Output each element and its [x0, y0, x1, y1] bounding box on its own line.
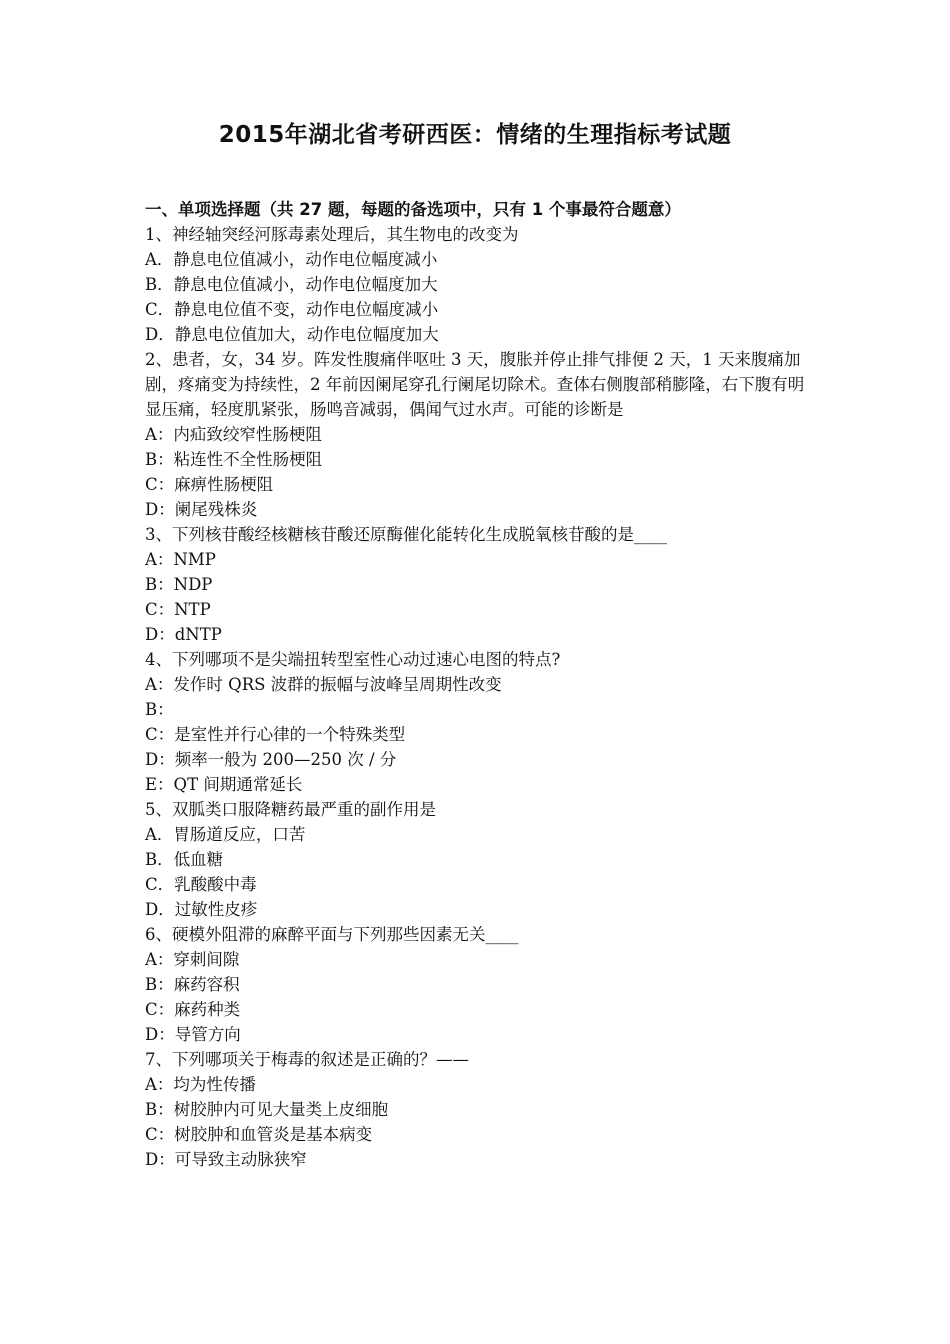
- option-a: A：穿刺间隙: [145, 950, 240, 969]
- option-c: C：NTP: [145, 600, 211, 619]
- option-a: A．胃肠道反应，口苦: [145, 825, 306, 844]
- question-4: [145, 647, 817, 797]
- option-b: B：: [145, 700, 174, 719]
- option-d: D：阑尾残株炎: [145, 500, 258, 519]
- option-d: D．静息电位值加大，动作电位幅度加大: [145, 325, 439, 344]
- option-d: D．过敏性皮疹: [145, 900, 258, 919]
- option-b: B．低血糖: [145, 850, 224, 869]
- question-stem: 3、下列核苷酸经核糖核苷酸还原酶催化能转化生成脱氧核苷酸的是____: [145, 525, 667, 544]
- option-c: C：麻痹性肠梗阻: [145, 475, 274, 494]
- document-title: 2015年湖北省考研西医：情绪的生理指标考试题: [218, 122, 732, 148]
- question-5: [145, 797, 817, 922]
- option-b: B．静息电位值减小，动作电位幅度加大: [145, 275, 438, 294]
- question-stem: 7、下列哪项关于梅毒的叙述是正确的？——: [145, 1050, 469, 1069]
- document-body: [145, 197, 817, 1172]
- question-stem: 5、双胍类口服降糖药最严重的副作用是: [145, 800, 436, 819]
- question-1: [145, 222, 817, 347]
- option-c: C．乳酸酸中毒: [145, 875, 257, 894]
- option-d: D：dNTP: [145, 625, 222, 644]
- option-e: E：QT 间期通常延长: [145, 775, 303, 794]
- option-b: B：粘连性不全性肠梗阻: [145, 450, 323, 469]
- section-heading: 一、单项选择题（共 27 题，每题的备选项中，只有 1 个事最符合题意）: [145, 200, 681, 219]
- option-d: D：导管方向: [145, 1025, 241, 1044]
- option-b: B：麻药容积: [145, 975, 240, 994]
- question-2: [145, 347, 817, 522]
- option-c: C：树胶肿和血管炎是基本病变: [145, 1125, 373, 1144]
- option-d: D：频率一般为 200—250 次 / 分: [145, 750, 397, 769]
- question-stem: 6、硬模外阻滞的麻醉平面与下列那些因素无关____: [145, 925, 519, 944]
- option-a: A．静息电位值减小，动作电位幅度减小: [145, 250, 438, 269]
- question-7: [145, 1047, 817, 1172]
- option-a: A：均为性传播: [145, 1075, 256, 1094]
- option-d: D：可导致主动脉狭窄: [145, 1150, 307, 1169]
- option-a: A：NMP: [145, 550, 216, 569]
- question-3: [145, 522, 817, 647]
- option-b: B：NDP: [145, 575, 213, 594]
- option-a: A：内疝致绞窄性肠梗阻: [145, 425, 322, 444]
- question-stem: 1、神经轴突经河豚毒素处理后，其生物电的改变为: [145, 225, 519, 244]
- question-stem: 2、患者，女，34 岁。阵发性腹痛伴呕吐 3 天，腹胀并停止排气排便 2 天，1 天来腹痛加剧，疼痛变为持续性，2 年前因阑尾穿孔行阑尾切除术。查体右侧腹部稍膨隆，右下腹有明显压痛，轻度肌紧张，肠鸣音减弱，偶闻气过水声。可能的诊断是: [145, 350, 805, 419]
- option-a: A：发作时 QRS 波群的振幅与波峰呈周期性改变: [145, 675, 502, 694]
- question-stem: 4、下列哪项不是尖端扭转型室性心动过速心电图的特点?: [145, 650, 561, 669]
- option-b: B：树胶肿内可见大量类上皮细胞: [145, 1100, 389, 1119]
- option-c: C：麻药种类: [145, 1000, 241, 1019]
- option-c: C．静息电位值不变，动作电位幅度减小: [145, 300, 439, 319]
- option-c: C：是室性并行心律的一个特殊类型: [145, 725, 406, 744]
- question-6: [145, 922, 817, 1047]
